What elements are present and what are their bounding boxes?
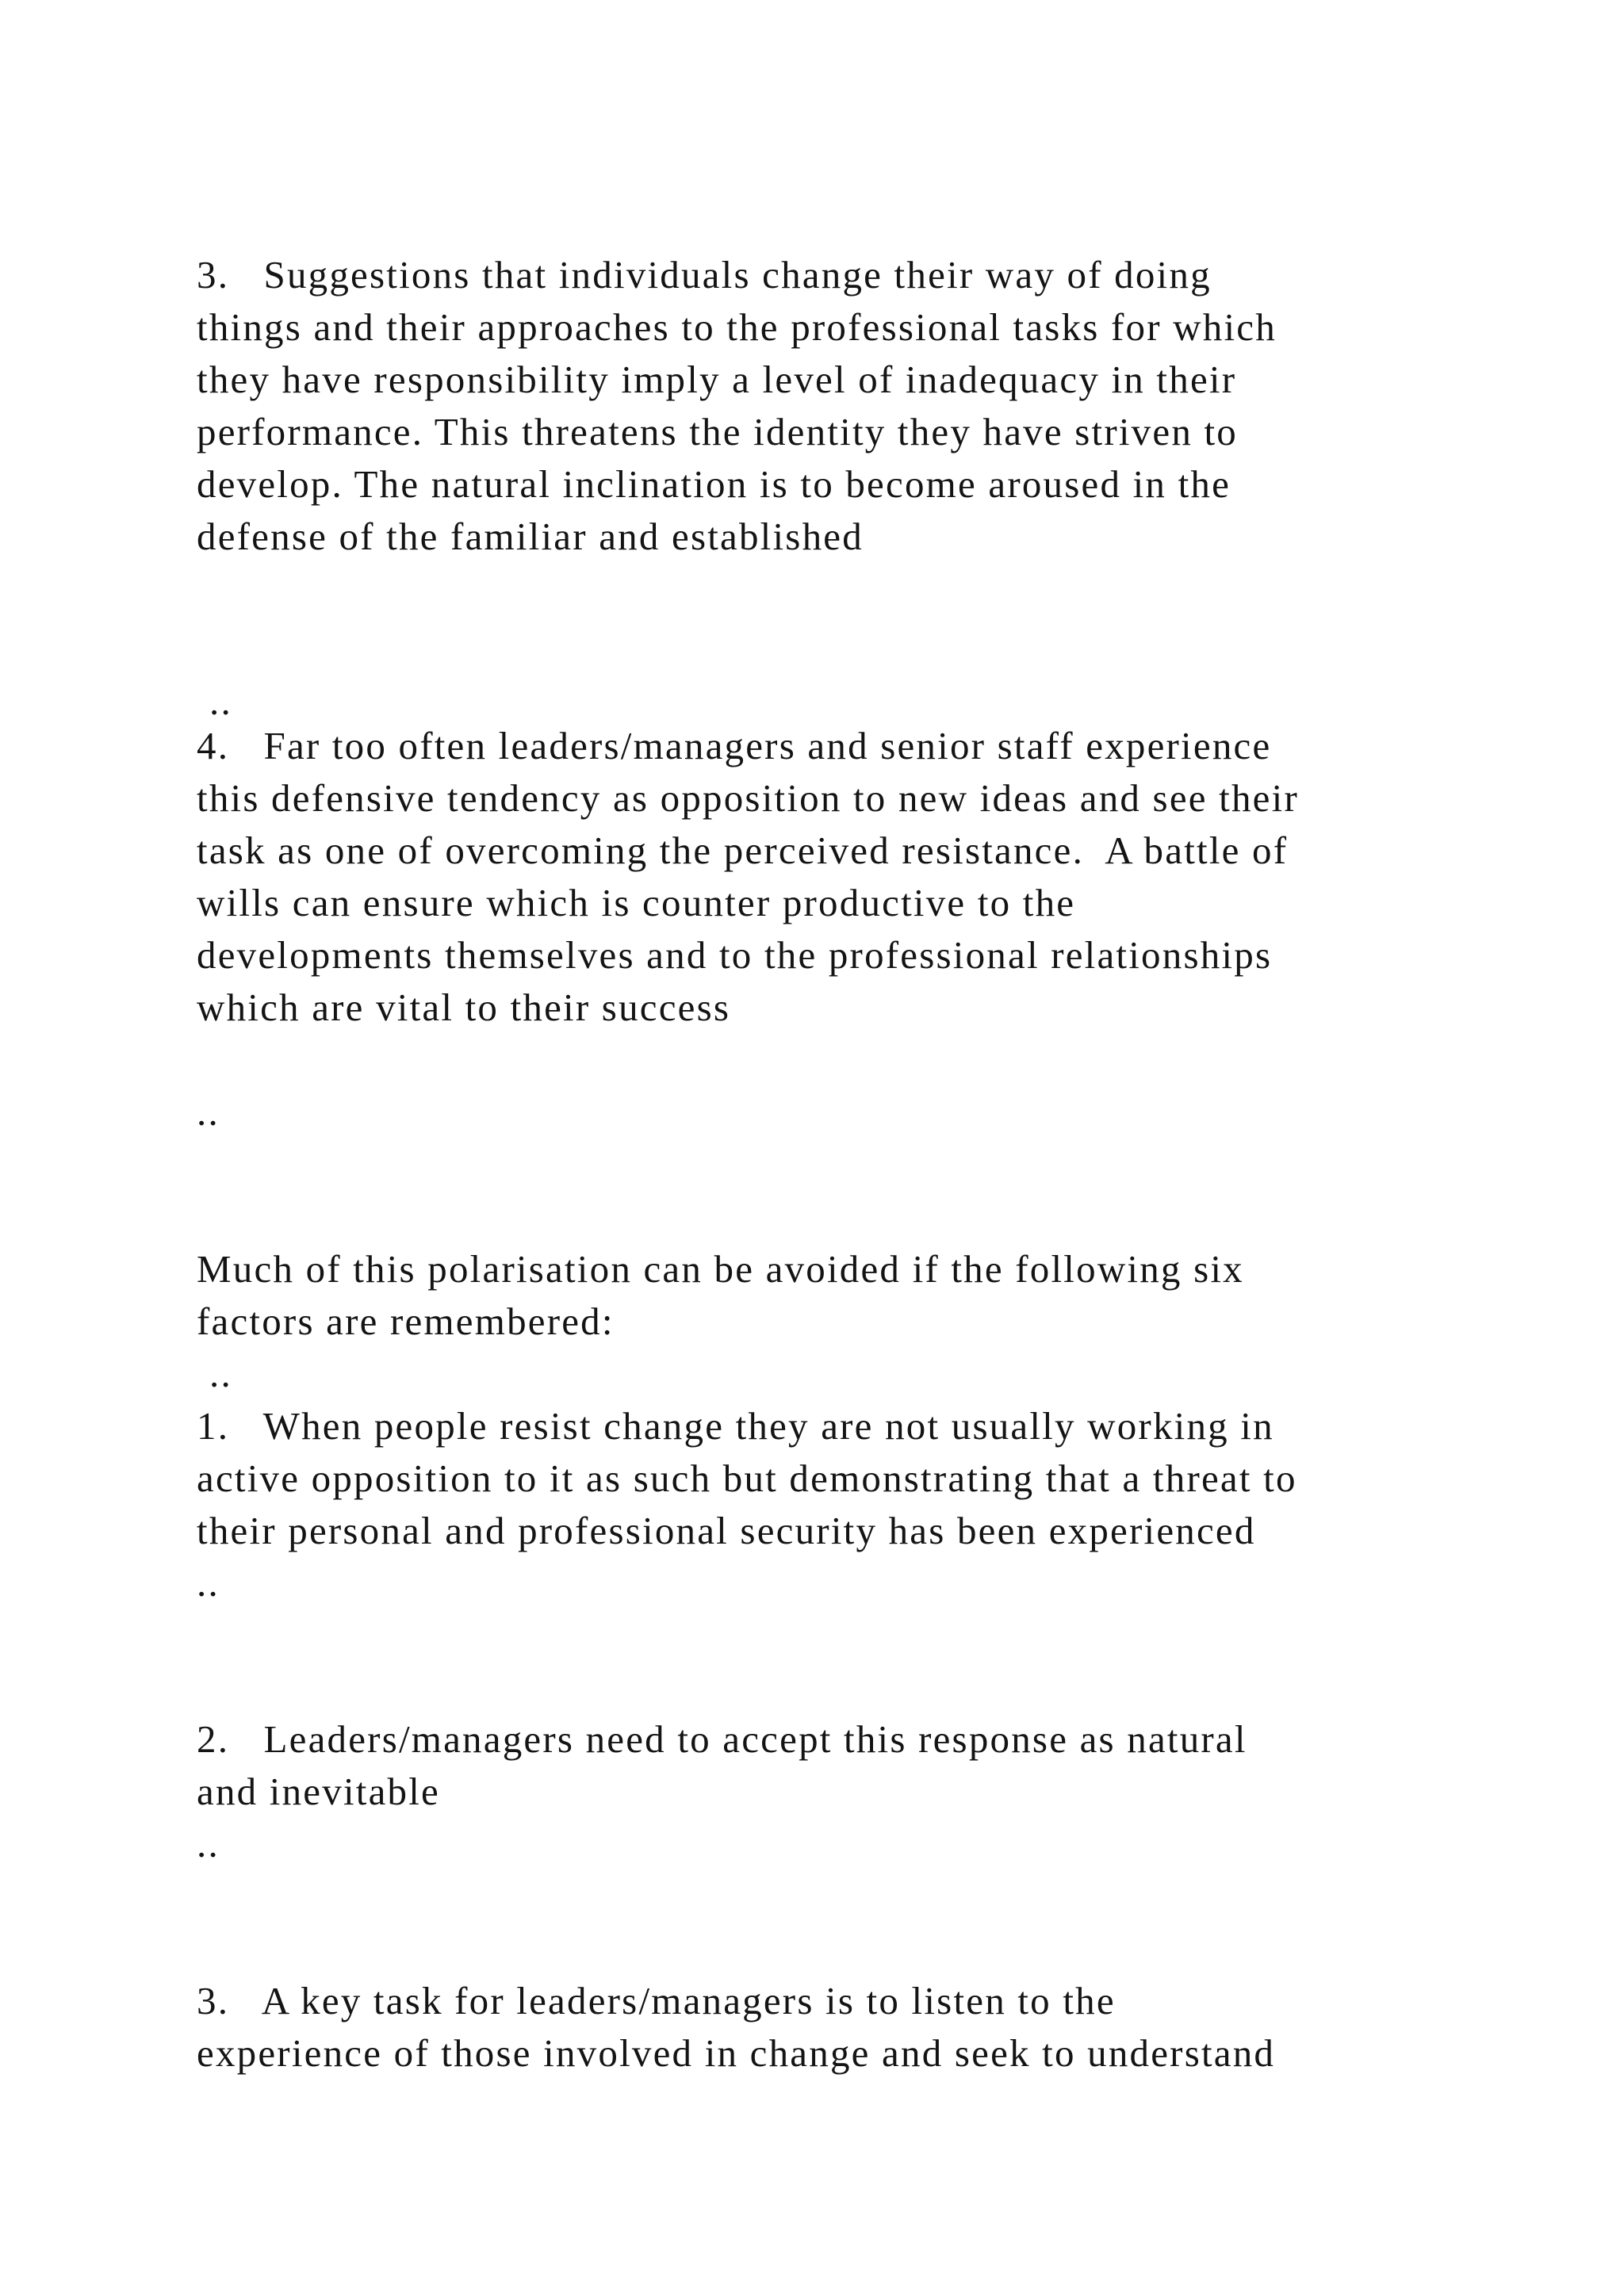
factor-2-line-2: and inevitable (197, 1770, 440, 1813)
paragraph-4-line-5: developments themselves and to the professional relationships (197, 933, 1273, 977)
paragraph-4-line-3: task as one of overcoming the perceived resistance. A battle of (197, 828, 1289, 872)
separator-dots: .. (209, 679, 232, 723)
factor-3-line-2: experience of those involved in change and seek to understand (197, 2031, 1276, 2075)
paragraph-3-line-5: develop. The natural inclination is to become aroused in the (197, 462, 1231, 506)
paragraph-4-line-2: this defensive tendency as opposition to new ideas and see their (197, 776, 1299, 820)
factor-2-line-1: 2. Leaders/managers need to accept this response as natural (197, 1717, 1247, 1761)
paragraph-3-line-3: they have responsibility imply a level of inadequacy in their (197, 358, 1237, 401)
paragraph-3-line-6: defense of the familiar and established (197, 515, 864, 558)
separator-dots: .. (197, 1822, 220, 1866)
paragraph-3-line-4: performance. This threatens the identity they have striven to (197, 410, 1238, 453)
paragraph-3-line-1: 3. Suggestions that individuals change their way of doing (197, 253, 1212, 297)
factor-1-line-2: active opposition to it as such but demonstrating that a threat to (197, 1456, 1297, 1500)
paragraph-4-line-1: 4. Far too often leaders/managers and senior staff experience (197, 724, 1272, 767)
paragraph-3-line-2: things and their approaches to the professional tasks for which (197, 305, 1277, 349)
separator-dots: .. (209, 1352, 232, 1395)
separator-dots: .. (197, 1090, 220, 1134)
separator-dots: .. (197, 1561, 220, 1605)
factor-1-line-1: 1. When people resist change they are not usually working in (197, 1404, 1274, 1448)
paragraph-4-line-4: wills can ensure which is counter productive to the (197, 881, 1076, 924)
intro-line-1: Much of this polarisation can be avoided if the following six (197, 1247, 1244, 1291)
factor-1-line-3: their personal and professional security has been experienced (197, 1509, 1256, 1552)
intro-line-2: factors are remembered: (197, 1299, 615, 1343)
paragraph-4-line-6: which are vital to their success (197, 985, 731, 1029)
factor-3-line-1: 3. A key task for leaders/managers is to listen to the (197, 1979, 1116, 2022)
